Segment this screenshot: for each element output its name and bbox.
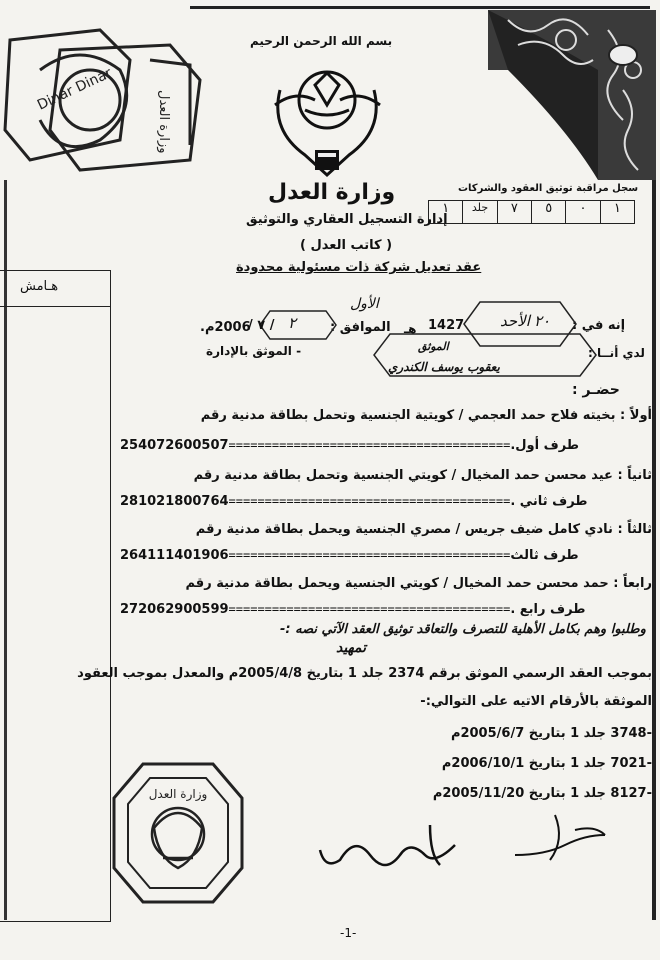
office-title: ( كاتب العدل ) [300, 238, 393, 253]
party-3-text: نادي كامل ضيف جريس / مصري الجنسية ويحمل بطاقة مدنية رقم [195, 522, 613, 537]
top-left-stamp [0, 20, 230, 180]
party-1-ordinal: أولاً : [620, 408, 652, 423]
registry-cell: ١ [600, 201, 634, 223]
party-2-line [120, 468, 652, 483]
registry-cell: ١ [442, 201, 450, 216]
party-2-dashes: ======================================= [228, 494, 511, 508]
page-number: -1- [340, 926, 357, 940]
party-4-role: طرف رابع . [510, 602, 586, 617]
amendment-2: -7021 جلد 1 بتاريخ 2006/10/1م [441, 756, 652, 771]
party-3-dashes: ======================================= [228, 548, 511, 562]
party-1-id-line [120, 438, 652, 453]
request-line: وطلبوا وهم بكامل الأهلية للتصرف والتعاقد توثيق العقد الآتي نصه :- [280, 622, 646, 637]
registry-label: سجل مراقبة توثيق العقود والشركات [458, 183, 639, 194]
muwafiq-label: الموافق : [330, 320, 391, 335]
amendment-3: -8127 جلد 1 بتاريخ 2005/11/20م [432, 786, 652, 801]
party-4-dashes: ======================================= [228, 602, 511, 616]
body-para-1: بموجب العقد الرسمي الموثق برقم 2374 جلد 1 بتاريخ 2005/4/8م والمعدل بموجب العقود [77, 666, 652, 681]
top-stamp-label: وزارة العدل [156, 90, 171, 154]
bottom-stamp [108, 758, 248, 908]
margin-label: هـامش [20, 279, 59, 294]
signature-2 [505, 810, 625, 870]
hand-month-word: الأول [350, 296, 379, 312]
party-1-civil-id: 254072600507 [120, 438, 229, 453]
registry-cell: ٠ [565, 201, 599, 223]
top-stamp-dinar: Dinar Dinar [34, 65, 115, 114]
body-para-2: الموثقة بالأرقام الاتيه على التوالي:- [420, 694, 652, 709]
hand-notary-name: يعقوب يوسف الكندري [388, 360, 500, 374]
party-3-role: طرف ثالث [510, 548, 579, 563]
greg-year: 2006م. [200, 320, 251, 335]
party-2-id-line [120, 494, 652, 509]
greg-month: / ٧ / [248, 318, 275, 333]
party-2-ordinal: ثانياً : [617, 468, 652, 483]
hijri-suffix: هـ [404, 322, 417, 336]
registry-cell: جلد [462, 201, 496, 223]
party-4-text: حمد محسن حمد المخيال / كويتي الجنسية ويحمل بطاقة مدنية رقم [185, 576, 609, 591]
registry-cell: ٥ [531, 201, 565, 223]
party-1-role: طرف أول. [510, 438, 580, 453]
hijri-year: 1427 [428, 318, 465, 333]
margin-header [0, 270, 110, 307]
registry-number-box [428, 200, 635, 224]
party-4-ordinal: رابعاً : [613, 576, 652, 591]
party-3-line [120, 522, 652, 537]
party-1-text: بخيته فلاح حمد العجمي / كويتية الجنسية وتحمل بطاقة مدنية رقم [200, 408, 616, 423]
notary-role: - الموثق بالإدارة [206, 344, 302, 358]
party-2-role: طرف ثاني . [510, 494, 588, 509]
party-3-civil-id: 264111401906 [120, 548, 229, 563]
before-me-label: لدي أنــا : [588, 346, 645, 360]
party-3-ordinal: ثالثاً : [617, 522, 652, 537]
party-2-text: عيد محسن حمد المخيال / كويتي الجنسية وتحمل بطاقة مدنية رقم [193, 468, 613, 483]
contract-title: عقد تعديل شركة ذات مسئولية محدودة [236, 260, 482, 275]
party-2-civil-id: 281021800764 [120, 494, 229, 509]
ornamental-corner [448, 10, 656, 180]
department-title: إدارة التسجيل العقاري والتوثيق [246, 212, 448, 227]
signature-1 [310, 820, 470, 880]
ministry-title: وزارة العدل [268, 180, 396, 205]
party-3-id-line [120, 548, 652, 563]
margin-column [0, 270, 111, 922]
hand-hijri-day: ٢٠ [534, 312, 551, 330]
party-1-line [120, 408, 652, 423]
registry-cell: ٧ [497, 201, 531, 223]
basmala: بسم الله الرحمن الرحيم [250, 34, 393, 48]
parties-heading: حضـر : [572, 382, 620, 398]
party-4-id-line [120, 602, 652, 617]
hand-day: الأحد [500, 312, 530, 330]
date-prefix: إنه في : [572, 318, 626, 333]
hand-notary-title: الموثق [418, 340, 449, 353]
party-1-dashes: ======================================= [228, 438, 511, 452]
amendment-1: -3748 جلد 1 بتاريخ 2005/6/7م [450, 726, 652, 741]
kuwait-emblem [270, 60, 385, 180]
party-4-civil-id: 272062900599 [120, 602, 229, 617]
bottom-stamp-label: وزارة العدل [148, 787, 208, 801]
hand-greg-day: ٢ [288, 314, 297, 332]
preamble-title: تمهيد [336, 640, 367, 656]
party-4-line [120, 576, 652, 591]
